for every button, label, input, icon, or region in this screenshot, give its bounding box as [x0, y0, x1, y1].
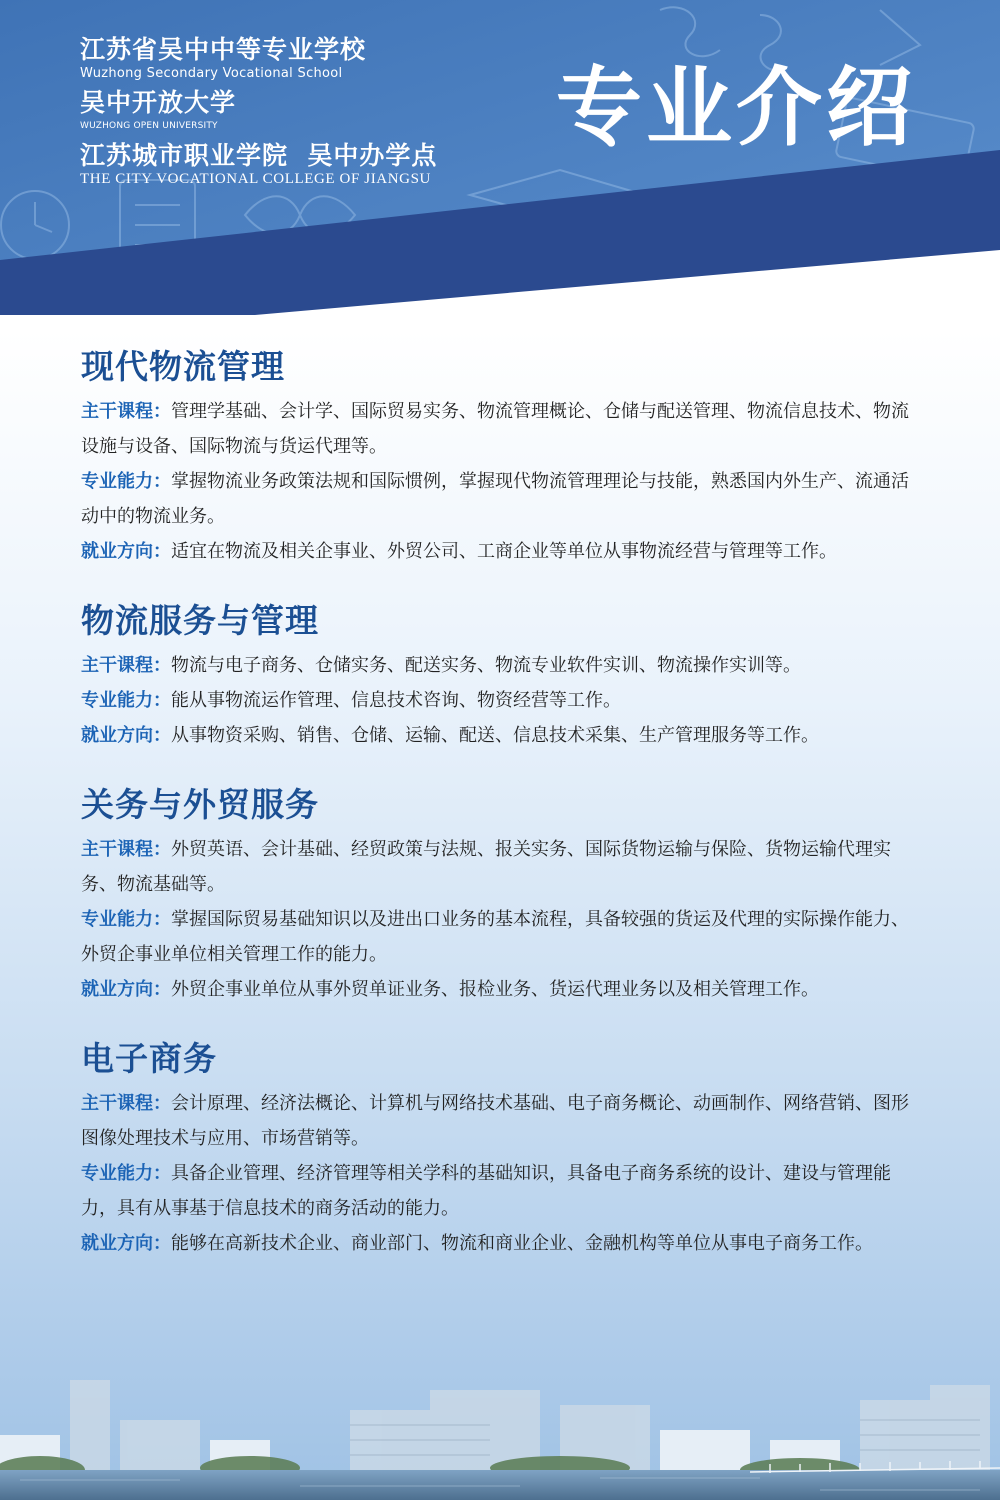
school-name-1-cn: 江苏省吴中中等专业学校 — [80, 35, 367, 64]
courses-label: 主干课程： — [81, 401, 171, 422]
ability-text: 能从事物流运作管理、信息技术咨询、物资经营等工作。 — [171, 690, 621, 711]
career-label: 就业方向： — [81, 541, 171, 562]
ability-label: 专业能力： — [81, 690, 171, 711]
courses-text: 管理学基础、会计学、国际贸易实务、物流管理概论、仓储与配送管理、物流信息技术、物流设施与设备、国际物流与货运代理等。 — [81, 401, 909, 457]
ability-paragraph — [81, 464, 926, 534]
program-section — [81, 345, 926, 569]
courses-text: 外贸英语、会计基础、经贸政策与法规、报关实务、国际货物运输与保险、货物运输代理实务、物流基础等。 — [81, 839, 891, 895]
ability-label: 专业能力： — [81, 1163, 171, 1184]
career-paragraph — [81, 534, 926, 569]
program-title: 电子商务 — [81, 1039, 217, 1078]
courses-label: 主干课程： — [81, 1093, 171, 1114]
courses-paragraph — [81, 1086, 926, 1156]
career-paragraph — [81, 718, 926, 753]
program-section — [81, 783, 926, 1007]
career-text: 适宜在物流及相关企事业、外贸公司、工商企业等单位从事物流经营与管理等工作。 — [171, 541, 837, 562]
school-name-2-cn: 吴中开放大学 — [80, 88, 237, 117]
ability-paragraph — [81, 902, 926, 972]
campus-illustration — [0, 1360, 1000, 1500]
program-title: 现代物流管理 — [81, 347, 285, 386]
ability-text: 掌握国际贸易基础知识以及进出口业务的基本流程，具备较强的货运及代理的实际操作能力、外贸企事业单位相关管理工作的能力。 — [81, 909, 909, 965]
ability-text: 具备企业管理、经济管理等相关学科的基础知识，具备电子商务系统的设计、建设与管理能力，具有从事基于信息技术的商务活动的能力。 — [81, 1163, 891, 1219]
ability-label: 专业能力： — [81, 909, 171, 930]
courses-text: 会计原理、经济法概论、计算机与网络技术基础、电子商务概论、动画制作、网络营销、图形图像处理技术与应用、市场营销等。 — [81, 1093, 909, 1149]
program-title: 物流服务与管理 — [81, 601, 319, 640]
header-banner — [0, 0, 1000, 330]
program-list — [81, 345, 926, 1291]
school-name-2-en: WUZHONG OPEN UNIVERSITY — [80, 121, 218, 131]
campus-skyline-image — [0, 1360, 1000, 1500]
courses-text: 物流与电子商务、仓储实务、配送实务、物流专业软件实训、物流操作实训等。 — [171, 655, 801, 676]
ability-text: 掌握物流业务政策法规和国际惯例，掌握现代物流管理理论与技能，熟悉国内外生产、流通活动中的物流业务。 — [81, 471, 909, 527]
program-title: 关务与外贸服务 — [81, 785, 319, 824]
courses-paragraph — [81, 394, 926, 464]
program-section — [81, 1037, 926, 1261]
school-name-3-cn: 江苏城市职业学院 吴中办学点 — [80, 141, 438, 170]
courses-paragraph — [81, 832, 926, 902]
ability-paragraph — [81, 683, 926, 718]
career-paragraph — [81, 1226, 926, 1261]
career-paragraph — [81, 972, 926, 1007]
career-label: 就业方向： — [81, 725, 171, 746]
career-text: 能够在高新技术企业、商业部门、物流和商业企业、金融机构等单位从事电子商务工作。 — [171, 1233, 873, 1254]
program-section — [81, 599, 926, 753]
courses-label: 主干课程： — [81, 655, 171, 676]
school-names — [80, 36, 437, 195]
courses-label: 主干课程： — [81, 839, 171, 860]
ability-paragraph — [81, 1156, 926, 1226]
school-name-1-en: Wuzhong Secondary Vocational School — [80, 66, 343, 81]
page-title: 专业介绍 — [556, 58, 916, 158]
school-name-3-en: THE CITY VOCATIONAL COLLEGE OF JIANGSU — [80, 171, 431, 187]
ability-label: 专业能力： — [81, 471, 171, 492]
career-label: 就业方向： — [81, 979, 171, 1000]
career-label: 就业方向： — [81, 1233, 171, 1254]
career-text: 外贸企事业单位从事外贸单证业务、报检业务、货运代理业务以及相关管理工作。 — [171, 979, 819, 1000]
courses-paragraph — [81, 648, 926, 683]
career-text: 从事物资采购、销售、仓储、运输、配送、信息技术采集、生产管理服务等工作。 — [171, 725, 819, 746]
